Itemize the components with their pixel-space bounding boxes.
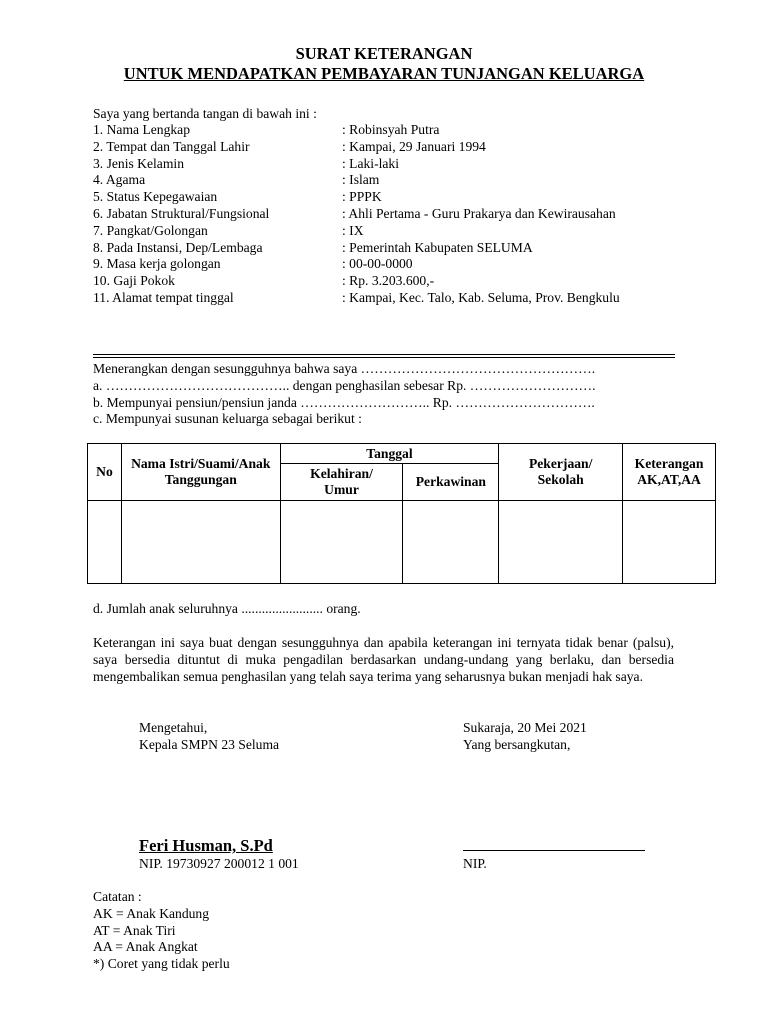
note-item: AT = Anak Tiri [93, 922, 176, 938]
field-label: 8. Pada Instansi, Dep/Lembaga [93, 239, 263, 255]
field-row [93, 172, 620, 189]
field-value: : Islam [342, 172, 380, 188]
field-row [93, 122, 620, 139]
document-subtitle: UNTUK MENDAPATKAN PEMBAYARAN TUNJANGAN KELUARGA [123, 64, 645, 83]
field-label: 11. Alamat tempat tinggal [93, 289, 234, 305]
table-cell [280, 501, 403, 584]
field-label: 3. Jenis Kelamin [93, 155, 184, 171]
signatory-nip: NIP. 19730927 200012 1 001 [139, 856, 299, 871]
field-value: : Robinsyah Putra [342, 122, 440, 137]
note-item: AK = Anak Kandung [93, 905, 210, 921]
declaration-block [93, 361, 673, 428]
field-value: : Kampai, Kec. Talo, Kab. Seluma, Prov. Bengkulu [342, 289, 620, 305]
field-value: : 00-00-0000 [342, 256, 413, 272]
field-row [93, 290, 620, 307]
declaration-line: a. ………………………………….. dengan penghasilan sebesar Rp. ………………………. [93, 377, 596, 393]
personal-data-fields [93, 122, 620, 307]
field-value: : Kampai, 29 Januari 1994 [342, 138, 486, 154]
signature-right-line1: Sukaraja, 20 Mei 2021 [463, 720, 587, 735]
field-value: : Ahli Pertama - Guru Prakarya dan Kewirausahan [342, 205, 616, 221]
signature-right-line2: Yang bersangkutan, [463, 736, 571, 752]
header-perkawinan: Perkawinan [403, 464, 499, 501]
field-label: 9. Masa kerja golongan [93, 256, 221, 272]
table-cell [121, 501, 280, 584]
field-row [93, 273, 620, 290]
table-cell [623, 501, 716, 584]
signature-left-block [139, 720, 279, 754]
field-row [93, 256, 620, 273]
signatory-name: Feri Husman, S.Pd [139, 836, 273, 855]
field-label: 10. Gaji Pokok [93, 273, 175, 289]
field-label: 4. Agama [93, 172, 146, 188]
field-label: 1. Nama Lengkap [93, 122, 191, 137]
document-title: SURAT KETERANGAN [295, 44, 473, 63]
field-row [93, 189, 620, 206]
field-value: : Rp. 3.203.600,- [342, 273, 435, 289]
field-value: : Laki-laki [342, 155, 399, 171]
field-row [93, 223, 620, 240]
header-keterangan: Keterangan AK,AT,AA [623, 444, 716, 501]
table-cell [499, 501, 623, 584]
header-no: No [88, 444, 122, 501]
header-kelahiran: Kelahiran/ Umur [280, 464, 403, 501]
table-cell [88, 501, 122, 584]
applicant-nip: NIP. [463, 856, 487, 871]
note-item: *) Coret yang tidak perlu [93, 956, 230, 972]
signature-right-block [463, 720, 587, 754]
field-label: 6. Jabatan Struktural/Fungsional [93, 205, 270, 221]
note-item: AA = Anak Angkat [93, 939, 198, 955]
signature-left-line1: Mengetahui, [139, 720, 208, 735]
table-cell [403, 501, 499, 584]
signature-line [463, 850, 645, 851]
table-row [88, 501, 716, 584]
intro-text: Saya yang bertanda tangan di bawah ini : [93, 106, 317, 121]
field-row [93, 156, 620, 173]
declaration-line: c. Mempunyai susunan keluarga sebagai berikut : [93, 411, 362, 427]
field-row [93, 240, 620, 257]
section-divider [93, 354, 675, 358]
jumlah-anak: d. Jumlah anak seluruhnya ........................ orang. [93, 601, 361, 616]
declaration-line: b. Mempunyai pensiun/pensiun janda ……………………….. Rp. …………………………. [93, 394, 595, 410]
header-pekerjaan: Pekerjaan/ Sekolah [499, 444, 623, 501]
signature-left-line2: Kepala SMPN 23 Seluma [139, 736, 280, 752]
field-label: 7. Pangkat/Golongan [93, 222, 208, 238]
field-row [93, 206, 620, 223]
field-label: 5. Status Kepegawaian [93, 189, 218, 205]
notes-block [93, 889, 230, 973]
header-tanggal: Tanggal [280, 444, 499, 464]
field-label: 2. Tempat dan Tanggal Lahir [93, 138, 250, 154]
field-value: : IX [342, 222, 364, 238]
family-table [87, 443, 716, 584]
header-nama: Nama Istri/Suami/Anak Tanggungan [121, 444, 280, 501]
declaration-line: Menerangkan dengan sesungguhnya bahwa saya ……………………………………………. [93, 361, 596, 376]
notes-heading: Catatan : [93, 889, 142, 904]
field-value: : PPPK [342, 189, 382, 205]
statement-paragraph: Keterangan ini saya buat dengan sesungguhnya dan apabila keterangan ini ternyata tidak benar (palsu), saya bersedia dituntut di muka pengadilan berdasarkan undang-undang yang berlaku, dan bersedia mengembalikan semua penghasilan yang telah saya terima yang seharusnya bukan menjadi hak saya. [93, 635, 674, 684]
field-value: : Pemerintah Kabupaten SELUMA [342, 239, 533, 255]
field-row [93, 139, 620, 156]
